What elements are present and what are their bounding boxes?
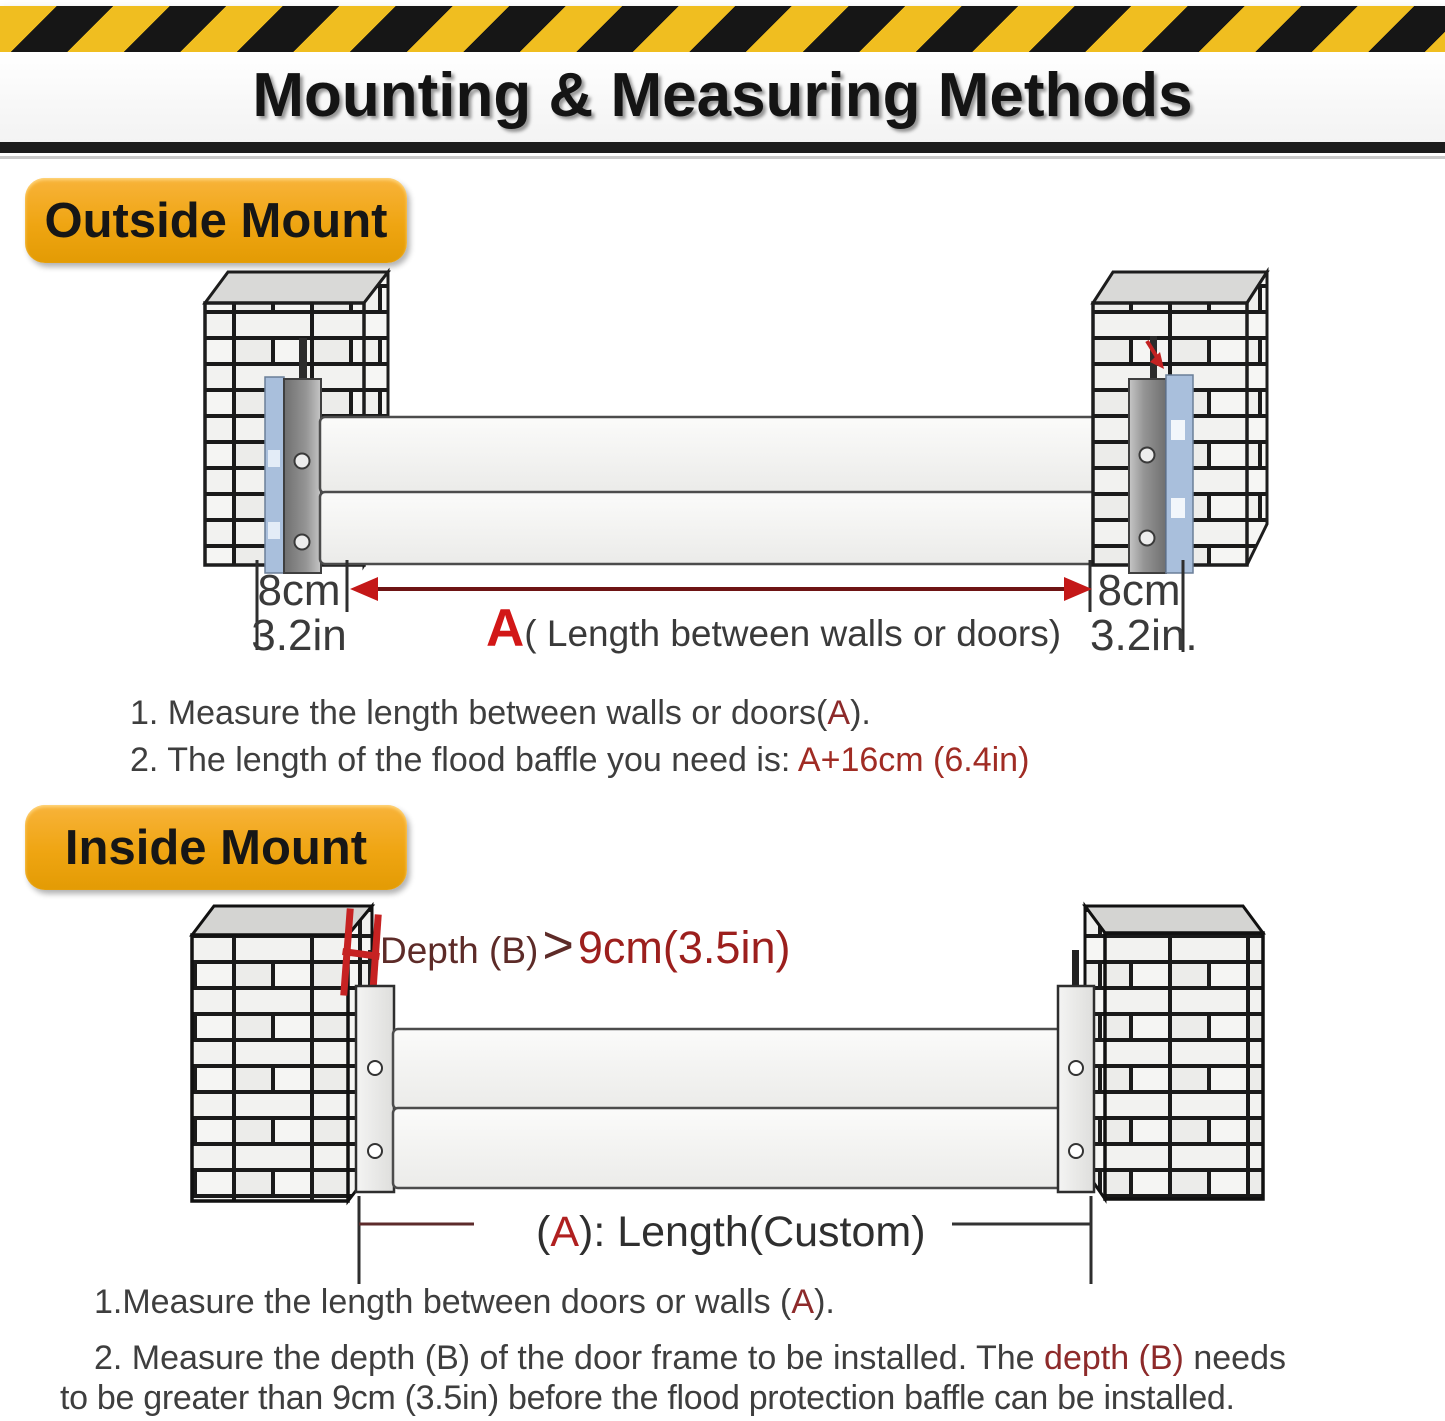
flood-barrier-panels-outside xyxy=(320,417,1134,564)
inside-step-2: 2. Measure the depth (B) of the door frame to be installed. The depth (B) needs xyxy=(94,1339,1286,1377)
mounting-channel-right xyxy=(1129,379,1166,573)
outside-dim-left xyxy=(250,568,348,658)
inside-right-brick-pillar xyxy=(1085,906,1263,1199)
span-label-a: A xyxy=(486,599,525,658)
outside-dim-right xyxy=(1090,566,1198,660)
mounting-plate-left xyxy=(356,986,394,1192)
anchor-pin-inside-right xyxy=(1072,950,1079,988)
inside-depth-label xyxy=(380,914,790,976)
mounting-channel-left xyxy=(284,379,321,573)
anchor-pin-left xyxy=(299,338,307,384)
inside-step-2-continued: to be greater than 9cm (3.5in) before the flood protection baffle can be installed. xyxy=(60,1379,1235,1417)
outside-step-2: 2. The length of the flood baffle you need is: A+16cm (6.4in) xyxy=(130,741,1030,779)
depth-label-text: Depth (B) xyxy=(380,930,539,971)
outside-step-1: 1. Measure the length between walls or doors(A). xyxy=(130,694,871,732)
dim-left-in: 3.2in xyxy=(251,611,347,660)
outside-span-label xyxy=(486,598,1061,659)
dim-right-cm: 8cm xyxy=(1097,566,1181,615)
seal-strip-right xyxy=(1166,375,1193,573)
span-label-rest: ( Length between walls or doors) xyxy=(524,613,1062,654)
page-title: Mounting & Measuring Methods xyxy=(252,61,1193,130)
dim-right-in: 3.2in. xyxy=(1090,611,1198,660)
outside-mount-badge: Outside Mount xyxy=(25,178,407,263)
inside-step-1: 1.Measure the length between doors or walls (A). xyxy=(94,1283,835,1321)
inside-mount-badge: Inside Mount xyxy=(25,805,407,890)
seal-strip-left xyxy=(265,377,284,573)
inside-length-label: (A): Length(Custom) xyxy=(536,1208,926,1256)
depth-label-value: 9cm(3.5in) xyxy=(577,922,791,973)
dim-left-cm: 8cm xyxy=(257,566,341,615)
flood-barrier-panels-inside xyxy=(393,1029,1063,1188)
mounting-plate-right xyxy=(1058,986,1094,1192)
greater-than-sign: > xyxy=(542,915,574,975)
